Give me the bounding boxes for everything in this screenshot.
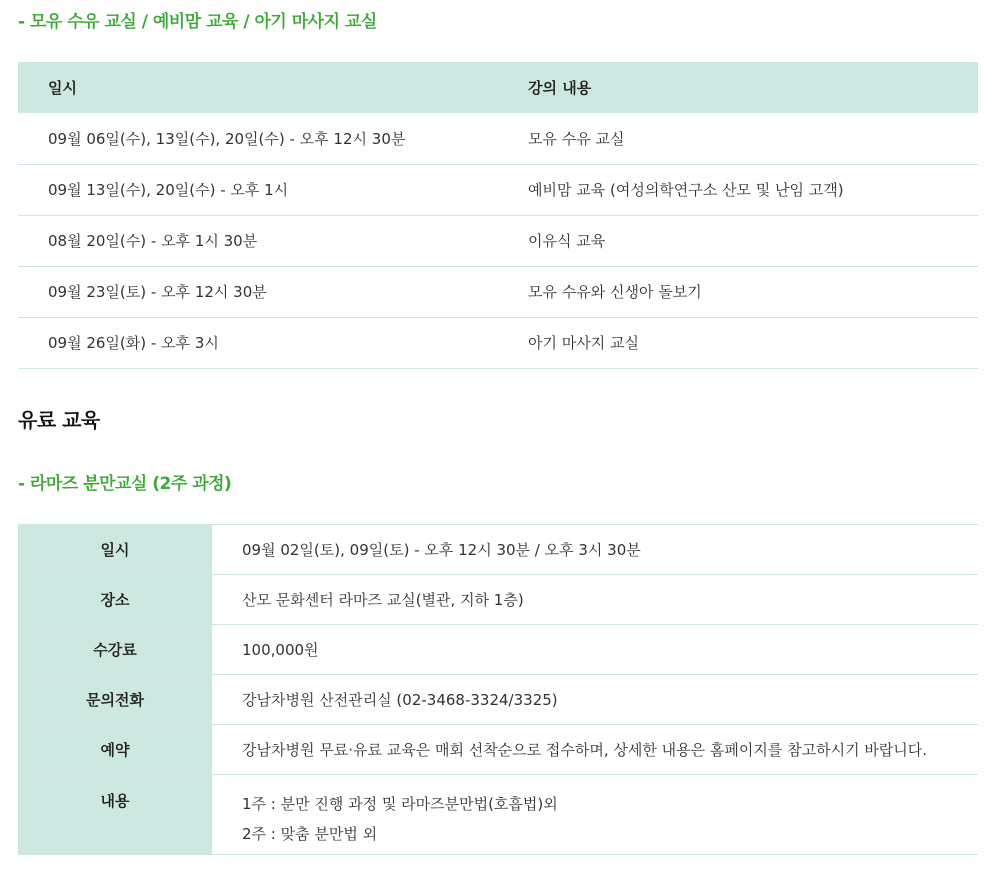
table-row	[18, 164, 978, 215]
schedule-date: 09월 13일(수), 20일(수) - 오후 1시	[48, 181, 289, 199]
table-row	[18, 113, 978, 164]
info-label: 장소	[18, 575, 212, 625]
schedule-date: 08월 20일(수) - 오후 1시 30분	[48, 232, 258, 250]
info-value: 09월 02일(토), 09일(토) - 오후 12시 30분 / 오후 3시 30분	[242, 541, 641, 559]
info-value: 100,000원	[242, 641, 319, 659]
lamaze-info-table	[18, 524, 978, 855]
table-row	[18, 575, 978, 625]
schedule-content: 이유식 교육	[528, 232, 606, 250]
table-row	[18, 725, 978, 775]
info-label: 일시	[18, 525, 212, 575]
schedule-table	[18, 62, 978, 369]
table-row	[18, 266, 978, 317]
table-row	[18, 215, 978, 266]
info-value	[212, 775, 978, 855]
info-label: 내용	[18, 775, 212, 855]
section-title-lamaze: - 라마즈 분만교실 (2주 과정)	[18, 474, 232, 494]
paid-education-heading: 유료 교육	[18, 408, 100, 432]
section-title-free-classes: - 모유 수유 교실 / 예비맘 교육 / 아기 마사지 교실	[18, 12, 377, 32]
table-row	[18, 525, 978, 575]
content-line: 1주 : 분만 진행 과정 및 라마즈분만법(호흡법)외	[242, 795, 558, 813]
table-row	[18, 775, 978, 855]
table-row	[18, 317, 978, 368]
schedule-date: 09월 06일(수), 13일(수), 20일(수) - 오후 12시 30분	[48, 129, 406, 148]
schedule-content: 모유 수유 교실	[528, 129, 625, 148]
table-row	[18, 625, 978, 675]
schedule-content: 모유 수유와 신생아 돌보기	[528, 283, 702, 301]
schedule-table-header	[18, 62, 978, 113]
schedule-date: 09월 23일(토) - 오후 12시 30분	[48, 283, 267, 301]
column-header-content: 강의 내용	[528, 79, 592, 97]
table-row	[18, 675, 978, 725]
info-value: 강남차병원 무료·유료 교육은 매회 선착순으로 접수하며, 상세한 내용은 홈페이지를 참고하시기 바랍니다.	[242, 741, 928, 759]
info-label: 문의전화	[18, 675, 212, 725]
content-line: 2주 : 맞춤 분만법 외	[242, 825, 378, 843]
info-value: 산모 문화센터 라마즈 교실(별관, 지하 1층)	[242, 591, 524, 609]
column-header-date: 일시	[48, 79, 77, 97]
info-value: 강남차병원 산전관리실 (02-3468-3324/3325)	[242, 691, 558, 709]
info-label: 예약	[18, 725, 212, 775]
schedule-content: 예비맘 교육 (여성의학연구소 산모 및 난임 고객)	[528, 181, 844, 199]
schedule-date: 09월 26일(화) - 오후 3시	[48, 334, 219, 352]
schedule-content: 아기 마사지 교실	[528, 334, 639, 352]
info-label: 수강료	[18, 625, 212, 675]
